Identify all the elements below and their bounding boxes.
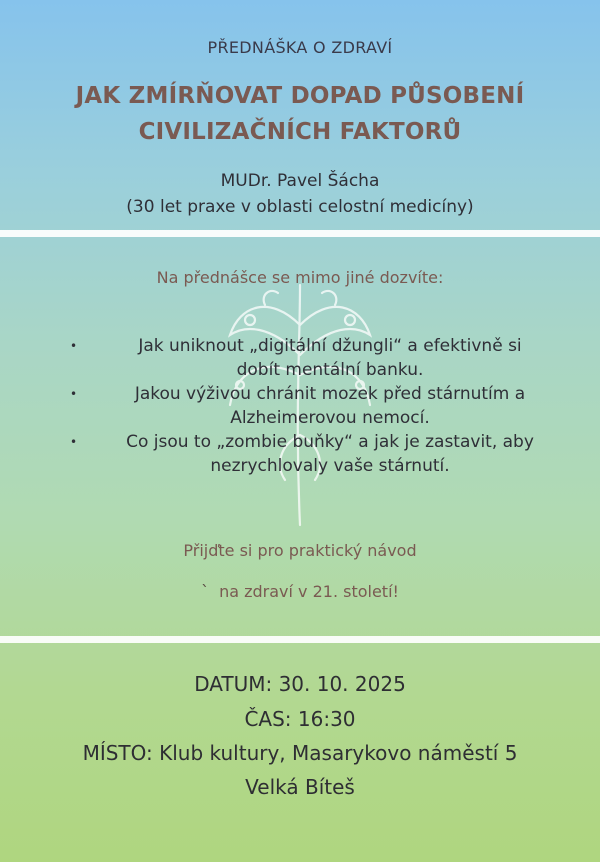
intro-text: Na přednášce se mimo jiné dozvíte: bbox=[156, 268, 444, 287]
cta-line-2-text: na zdraví v 21. století! bbox=[219, 582, 399, 601]
topic-item bbox=[70, 382, 590, 430]
event-town: Velká Bíteš bbox=[245, 775, 355, 799]
event-date: DATUM: 30. 10. 2025 bbox=[194, 672, 406, 696]
bullet-dot-icon: • bbox=[70, 435, 78, 449]
stray-tick-mark: ` bbox=[201, 582, 210, 601]
topics-list bbox=[70, 334, 590, 478]
speaker-note: (30 let praxe v oblasti celostní medicíny) bbox=[126, 197, 474, 217]
event-time: ČAS: 16:30 bbox=[244, 707, 356, 731]
lecture-title bbox=[0, 78, 600, 150]
topic-line: Co jsou to „zombie buňky“ a jak je zastavit, aby bbox=[126, 432, 534, 452]
topic-line: Jak uniknout „digitální džungli“ a efektivně si bbox=[138, 336, 522, 356]
event-kicker: PŘEDNÁŠKA O ZDRAVÍ bbox=[207, 38, 393, 57]
title-line-2: CIVILIZAČNÍCH FAKTORŮ bbox=[138, 119, 462, 145]
event-place: MÍSTO: Klub kultury, Masarykovo náměstí 5 bbox=[82, 741, 518, 765]
cta-line-2 bbox=[0, 582, 600, 601]
topic-item bbox=[70, 334, 590, 382]
topic-line: Alzheimerovou nemocí. bbox=[230, 408, 430, 428]
topic-line: nezrychlovaly vaše stárnutí. bbox=[210, 456, 450, 476]
topic-line: dobít mentální banku. bbox=[236, 360, 424, 380]
cta-line-1: Přijďte si pro praktický návod bbox=[183, 541, 417, 560]
bullet-dot-icon: • bbox=[70, 387, 78, 401]
speaker-name: MUDr. Pavel Šácha bbox=[220, 171, 380, 191]
title-line-1: JAK ZMÍRŇOVAT DOPAD PŮSOBENÍ bbox=[75, 83, 525, 109]
bullet-dot-icon: • bbox=[70, 339, 78, 353]
divider-bottom bbox=[0, 636, 600, 643]
speaker-block bbox=[0, 168, 600, 220]
topic-line: Jakou výživou chránit mozek před stárnutím a bbox=[134, 384, 526, 404]
topic-item bbox=[70, 430, 590, 478]
divider-top bbox=[0, 230, 600, 237]
